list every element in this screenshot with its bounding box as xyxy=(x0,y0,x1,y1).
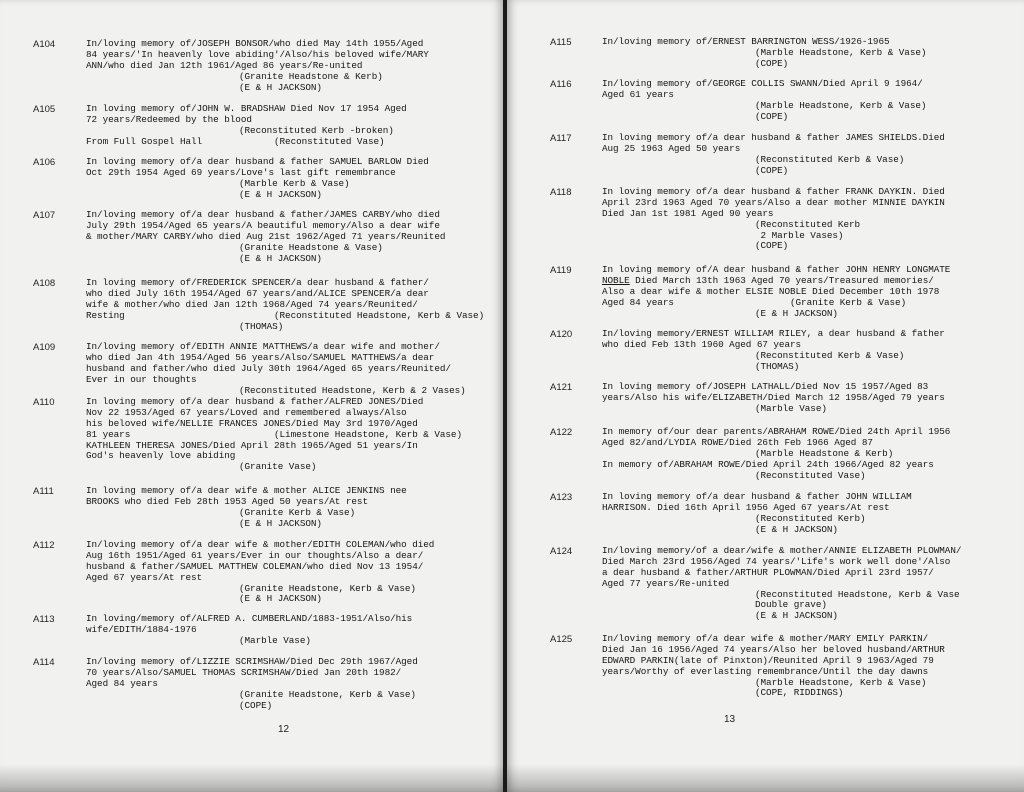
entry-line: Aged 61 years xyxy=(602,88,674,100)
entry-line: Died Jan 1st 1981 Aged 90 years xyxy=(602,207,774,219)
entry-line: wife & mother/who died Jan 12th 1968/Aged 74 years/Reunited/ xyxy=(86,298,418,310)
entry-line: (Reconstituted Vase) xyxy=(755,469,866,481)
entry-code: A115 xyxy=(550,37,572,48)
entry-line: (E & H JACKSON) xyxy=(239,81,322,93)
entry-line: In loving memory of/a dear wife & mother ALICE JENKINS nee xyxy=(86,485,407,496)
entry-line: Oct 29th 1954 Aged 69 years/Love's last gift remembrance xyxy=(86,166,396,178)
entry-text xyxy=(86,210,445,264)
entry-line: Double grave) xyxy=(755,599,827,611)
entry-line: (E & H JACKSON) xyxy=(239,188,322,200)
page-number-left: 12 xyxy=(278,724,290,735)
entry-text xyxy=(602,329,945,373)
entry-line: In loving memory of/a dear husband & father JAMES SHIELDS.Died xyxy=(602,132,945,143)
entry-line: In/loving memory of/a dear wife & mother/MARY EMILY PARKIN/ xyxy=(602,633,929,644)
entry-text xyxy=(86,540,434,605)
entry-line: Aged 82/and/LYDIA ROWE/Died 26th Feb 1966 Aged 87 xyxy=(602,436,873,448)
entry-line: Aug 16th 1951/Aged 61 years/Ever in our thoughts/Also a dear/ xyxy=(86,549,424,561)
entry-code: A105 xyxy=(33,104,56,115)
entry-line: In loving memory of/JOHN W. BRADSHAW Died Nov 17 1954 Aged xyxy=(86,103,407,114)
entry-line: (Marble Headstone, Kerb & Vase) xyxy=(755,99,927,111)
entry-line: In memory of/ABRAHAM ROWE/Died April 24th 1966/Aged 82 years xyxy=(602,458,934,470)
underlined-text: NOBLE xyxy=(602,274,630,286)
entry-code: A117 xyxy=(550,133,572,144)
entry-code: A124 xyxy=(550,546,573,557)
entry-line: 2 Marble Vases) xyxy=(755,229,844,241)
entry-line: In/loving memory of/GEORGE COLLIS SWANN/Died April 9 1964/ xyxy=(602,78,923,89)
entry-text xyxy=(602,546,961,622)
entry-text xyxy=(602,187,945,252)
entry-line: In/loving memory of/JOSEPH BONSOR/who died May 14th 1955/Aged xyxy=(86,38,424,49)
entry-line: who died Feb 13th 1960 Aged 67 years xyxy=(602,338,802,350)
entry-line: husband & father/SAMUEL MATTHEW COLEMAN/who died Nov 13 1954/ xyxy=(86,560,424,572)
entry-line: In loving memory of/a dear husband & father JOHN WILLIAM xyxy=(602,491,912,502)
entry-line: (E & H JACKSON) xyxy=(755,610,838,622)
entry-line: (Marble Kerb & Vase) xyxy=(239,177,350,189)
entry-line: (Reconstituted Kerb) xyxy=(755,512,866,524)
entry-text xyxy=(86,657,418,711)
entry-code: A112 xyxy=(33,540,55,551)
entry-code: A122 xyxy=(550,427,573,438)
entry-text xyxy=(602,133,945,177)
entry-line: & mother/MARY CARBY/who died Aug 21st 1962/Aged 71 years/Reunited xyxy=(86,230,446,242)
entry-line: Also a dear wife & mother ELSIE NOBLE Died December 10th 1978 xyxy=(602,285,940,297)
entry-line: In loving memory of/a dear husband & father FRANK DAYKIN. Died xyxy=(602,186,945,197)
entry-line: In loving memory of/A dear husband & father JOHN HENRY LONGMATE xyxy=(602,264,951,275)
entry-line: Died March 23rd 1956/Aged 74 years/'Life's work well done'/Also xyxy=(602,555,951,567)
entry-line: July 29th 1954/Aged 65 years/A beautiful memory/Also a dear wife xyxy=(86,219,440,231)
entry-code: A119 xyxy=(550,265,572,276)
entry-line: 81 years (Limestone Headstone, Kerb & Vase) xyxy=(86,428,462,440)
entry-code: A123 xyxy=(550,492,573,503)
entry-line: (Marble Vase) xyxy=(239,634,311,646)
entry-line: In/loving memory/ERNEST WILLIAM RILEY, a dear husband & father xyxy=(602,328,945,339)
entry-line: In loving memory of/a dear husband & father/ALFRED JONES/Died xyxy=(86,396,424,407)
entry-line: a dear husband & father/ARTHUR PLOWMAN/Died April 23rd 1957/ xyxy=(602,566,934,578)
entry-code: A106 xyxy=(33,157,56,168)
entry-text xyxy=(86,157,429,201)
entry-line: 84 years/'In heavenly love abiding'/Also/his beloved wife/MARY xyxy=(86,48,429,60)
entry-line: wife/EDITH/1884-1976 xyxy=(86,623,197,635)
entry-text xyxy=(602,427,950,481)
entry-code: A116 xyxy=(550,79,572,90)
page-edge-shadow xyxy=(0,764,503,792)
entry-text xyxy=(86,39,429,93)
entry-line: (Granite Headstone, Kerb & Vase) xyxy=(239,688,416,700)
entry-line: EDWARD PARKIN(late of Pinxton)/Reunited April 9 1963/Aged 79 xyxy=(602,654,934,666)
entry-text xyxy=(86,342,466,396)
entry-line: Aug 25 1963 Aged 50 years xyxy=(602,142,741,154)
entry-code: A118 xyxy=(550,187,572,198)
entry-line: In/loving memory/of a dear/wife & mother/ANNIE ELIZABETH PLOWMAN/ xyxy=(602,545,962,556)
entry-line: who died July 16th 1954/Aged 67 years/and/ALICE SPENCER/a dear xyxy=(86,287,429,299)
entry-text xyxy=(602,265,950,319)
entry-text xyxy=(602,37,926,70)
entry-line: In/loving memory of/a dear husband & father/JAMES CARBY/who died xyxy=(86,209,440,220)
entry-line: (Granite Headstone & Kerb) xyxy=(239,70,383,82)
entry-line: (COPE, RIDDINGS) xyxy=(755,687,844,699)
entry-line: In/loving memory of/EDITH ANNIE MATTHEWS/a dear wife and mother/ xyxy=(86,341,440,352)
entry-code: A125 xyxy=(550,634,573,645)
entry-line: In/loving memory of/a dear wife & mother/EDITH COLEMAN/who died xyxy=(86,539,435,550)
entry-line: In loving/memory of/ALFRED A. CUMBERLAND/1883-1951/Also/his xyxy=(86,613,413,624)
entry-code: A109 xyxy=(33,342,56,353)
entry-line: Aged 84 years xyxy=(86,677,158,689)
entry-line: (Reconstituted Kerb & Vase) xyxy=(755,153,905,165)
entry-code: A104 xyxy=(33,39,56,50)
entry-code: A121 xyxy=(550,382,573,393)
entry-line: (Reconstituted Kerb & Vase) xyxy=(755,349,905,361)
entry-line: husband and father/who died July 30th 1964/Aged 65 years/Reunited/ xyxy=(86,362,451,374)
entry-line: In loving memory of/FREDERICK SPENCER/a dear husband & father/ xyxy=(86,277,429,288)
entry-text xyxy=(86,278,484,332)
entry-line: From Full Gospel Hall (Reconstituted Vase) xyxy=(86,135,385,147)
entry-line: years/Also his wife/ELIZABETH/Died March 12 1958/Aged 79 years xyxy=(602,391,945,403)
line-rest: Died March 13th 1963 Aged 70 years/Treasured memories/ xyxy=(629,274,934,286)
entry-line: God's heavenly love abiding xyxy=(86,450,236,462)
entry-text xyxy=(86,486,407,530)
entry-text xyxy=(602,492,912,536)
entry-line: (COPE) xyxy=(755,110,789,122)
entry-line: (COPE) xyxy=(755,57,789,69)
entry-line: (Reconstituted Headstone, Kerb & 2 Vases) xyxy=(239,384,466,396)
entry-line: who died Jan 4th 1954/Aged 56 years/Also/SAMUEL MATTHEWS/a dear xyxy=(86,351,435,363)
entry-line: (COPE) xyxy=(755,164,789,176)
entry-line: (Granite Headstone, Kerb & Vase) xyxy=(239,582,416,594)
entry-line: Resting (Reconstituted Headstone, Kerb & Vase) xyxy=(86,309,485,321)
entry-code: A114 xyxy=(33,657,55,668)
entry-line: (Marble Vase) xyxy=(755,402,827,414)
entry-line: In loving memory of/a dear husband & father SAMUEL BARLOW Died xyxy=(86,156,429,167)
left-page xyxy=(0,0,503,792)
entry-text xyxy=(602,382,945,415)
entry-line: (Marble Headstone & Kerb) xyxy=(755,447,894,459)
entry-line: his beloved wife/NELLIE FRANCES JONES/Died May 3rd 1970/Aged xyxy=(86,417,418,429)
entry-line: (Granite Kerb & Vase) xyxy=(239,506,356,518)
entry-text xyxy=(86,104,407,148)
entry-text xyxy=(602,634,945,699)
entry-line: (E & H JACKSON) xyxy=(239,517,322,529)
entry-code: A107 xyxy=(33,210,56,221)
entry-line: (COPE) xyxy=(755,240,789,252)
entry-line: 72 years/Redeemed by the blood xyxy=(86,113,252,125)
entry-code: A110 xyxy=(33,397,55,408)
entry-text xyxy=(602,79,926,123)
entry-line: April 23rd 1963 Aged 70 years/Also a dear mother MINNIE DAYKIN xyxy=(602,196,945,208)
entry-line: In/loving memory of/ERNEST BARRINGTON WESS/1926-1965 xyxy=(602,36,890,47)
entry-text xyxy=(86,397,462,473)
right-page xyxy=(507,0,1024,792)
entry-line: 70 years/Also/SAMUEL THOMAS SCRIMSHAW/Died Jan 20th 1982/ xyxy=(86,666,402,678)
entry-line: years/Worthy of everlasting remembrance/Until the day dawns xyxy=(602,665,929,677)
page-number-right: 13 xyxy=(724,714,736,725)
entry-line: In/loving memory of/LIZZIE SCRIMSHAW/Died Dec 29th 1967/Aged xyxy=(86,656,418,667)
entry-line: Nov 22 1953/Aged 67 years/Loved and remembered always/Also xyxy=(86,406,407,418)
entry-line: (E & H JACKSON) xyxy=(755,523,838,535)
entry-line: In loving memory of/JOSEPH LATHALL/Died Nov 15 1957/Aged 83 xyxy=(602,381,929,392)
entry-line: HARRISON. Died 16th April 1956 Aged 67 years/At rest xyxy=(602,501,890,513)
entry-line: Aged 84 years (Granite Kerb & Vase) xyxy=(602,296,907,308)
entry-line: (THOMAS) xyxy=(239,320,284,332)
entry-line: Aged 77 years/Re-united xyxy=(602,577,730,589)
entry-line: (Reconstituted Kerb -broken) xyxy=(239,124,394,136)
entry-line: (Granite Headstone & Vase) xyxy=(239,241,383,253)
entry-code: A113 xyxy=(33,614,55,625)
page-edge-shadow xyxy=(507,764,1024,792)
entry-line: (THOMAS) xyxy=(755,360,800,372)
entry-line: In memory of/our dear parents/ABRAHAM ROWE/Died 24th April 1956 xyxy=(602,426,951,437)
entry-line: Ever in our thoughts xyxy=(86,373,197,385)
entry-line: Aged 67 years/At rest xyxy=(86,571,203,583)
entry-text xyxy=(86,614,412,647)
entry-line: (Granite Vase) xyxy=(239,461,317,473)
entry-line: ANN/who died Jan 12th 1961/Aged 86 years/Re-united xyxy=(86,59,363,71)
entry-line: (E & H JACKSON) xyxy=(755,307,838,319)
entry-line: (E & H JACKSON) xyxy=(239,252,322,264)
entry-line: (Reconstituted Kerb xyxy=(755,218,861,230)
entry-code: A111 xyxy=(33,486,54,497)
entry-code: A120 xyxy=(550,329,573,340)
entry-line: (Marble Headstone, Kerb & Vase) xyxy=(755,46,927,58)
entry-line: (Reconstituted Headstone, Kerb & Vase xyxy=(755,588,960,600)
entry-line: BROOKS who died Feb 28th 1953 Aged 50 years/At rest xyxy=(86,495,368,507)
entry-line: (COPE) xyxy=(239,699,273,711)
entry-line: Died Jan 16 1956/Aged 74 years/Also her beloved husband/ARTHUR xyxy=(602,643,945,655)
entry-code: A108 xyxy=(33,278,56,289)
entry-line: (Marble Headstone, Kerb & Vase) xyxy=(755,676,927,688)
entry-line: KATHLEEN THERESA JONES/Died April 28th 1965/Aged 51 years/In xyxy=(86,439,418,451)
entry-line: (E & H JACKSON) xyxy=(239,593,322,605)
